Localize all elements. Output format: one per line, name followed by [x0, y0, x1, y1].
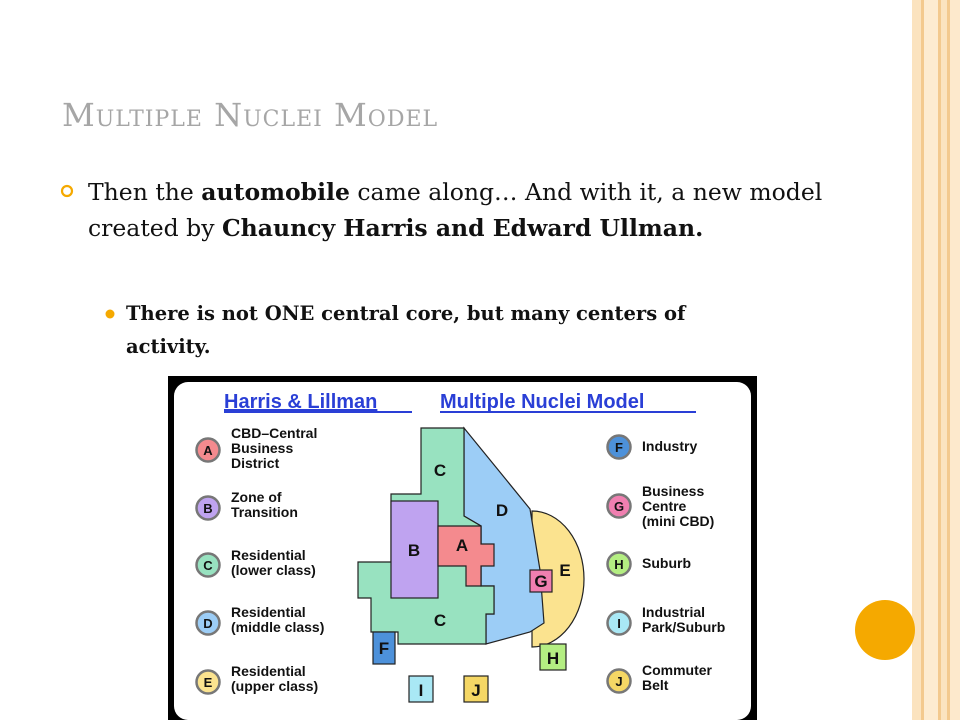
legend-letter: G [613, 499, 625, 514]
stripe [950, 0, 960, 720]
legend-line: Park/Suburb [642, 619, 726, 635]
legend-letter: I [617, 616, 621, 631]
legend-line: Suburb [642, 555, 691, 571]
stripe [924, 0, 938, 720]
legend-line: (middle class) [231, 619, 325, 635]
bullet-main [88, 174, 828, 246]
legend-letter: E [203, 675, 213, 690]
map-label-j: J [471, 681, 481, 700]
legend-text-g [642, 483, 714, 529]
legend-line: Residential [231, 604, 306, 620]
bullet-dot-icon [104, 308, 116, 320]
legend-text-b [231, 489, 298, 520]
legend-line: Zone of [231, 489, 282, 505]
multiple-nuclei-diagram [168, 376, 757, 720]
legend-text-e [231, 663, 318, 694]
legend-line: (upper class) [231, 678, 319, 694]
map-label-a: A [455, 536, 469, 555]
legend-letter: B [203, 501, 213, 516]
bullet-bold-authors: Chauncy Harris and Edward Ullman. [221, 214, 704, 242]
legend-line: Residential [231, 547, 306, 563]
legend-line: Belt [642, 677, 669, 693]
legend-line: Business [231, 440, 294, 456]
legend-letter: H [614, 557, 624, 572]
legend-letter: A [203, 443, 213, 458]
bullet-ring-icon [60, 184, 74, 198]
legend-text-f [642, 438, 697, 454]
legend-text-i [642, 604, 725, 635]
legend-line: Industrial [642, 604, 706, 620]
legend-text-d [231, 604, 324, 635]
legend-line: Residential [231, 663, 306, 679]
map-label-i: I [418, 681, 424, 700]
map-label-h: H [546, 649, 560, 668]
slide-title: Multiple Nuclei Model [62, 96, 439, 134]
legend-letter: J [615, 674, 623, 689]
legend-line: Business [642, 483, 705, 499]
legend-text-c [231, 547, 316, 578]
bullet-text: came along… And with it, a new model created by [88, 178, 823, 242]
legend-line: (mini CBD) [642, 513, 715, 529]
legend-text-h [642, 555, 691, 571]
diagram-canvas [168, 376, 757, 720]
map-label-g: G [534, 572, 548, 591]
legend-line: Centre [642, 498, 687, 514]
stripe [912, 0, 921, 720]
decorative-circle [855, 600, 915, 660]
decorative-stripes [912, 0, 960, 720]
map-label-b: B [407, 541, 421, 560]
map-label-d: D [495, 501, 509, 520]
legend-letter: D [203, 616, 213, 631]
legend-line: Transition [231, 504, 298, 520]
legend-letter: C [203, 558, 213, 573]
bullet-sub: There is not ONE central core, but many centers of activity. [126, 302, 686, 358]
legend-text-j [642, 662, 716, 693]
legend-line: CBD–Central [231, 425, 318, 441]
bullet-bold-automobile: automobile [201, 178, 350, 206]
map-label-c-top: C [433, 461, 447, 480]
map-label-e: E [559, 561, 571, 580]
legend-line: Industry [642, 438, 698, 454]
legend-letter: F [615, 440, 623, 455]
legend-line: Commuter [642, 662, 713, 678]
map-label-f: F [378, 639, 390, 658]
legend-line: (lower class) [231, 562, 316, 578]
diagram-title-right: Multiple Nuclei Model [440, 391, 645, 413]
legend-line: District [231, 455, 280, 471]
legend-text-a [231, 425, 321, 471]
diagram-title-left: Harris & Lillman [224, 391, 378, 413]
bullet-text: Then the [88, 178, 202, 206]
map-label-c-bottom: C [433, 611, 447, 630]
